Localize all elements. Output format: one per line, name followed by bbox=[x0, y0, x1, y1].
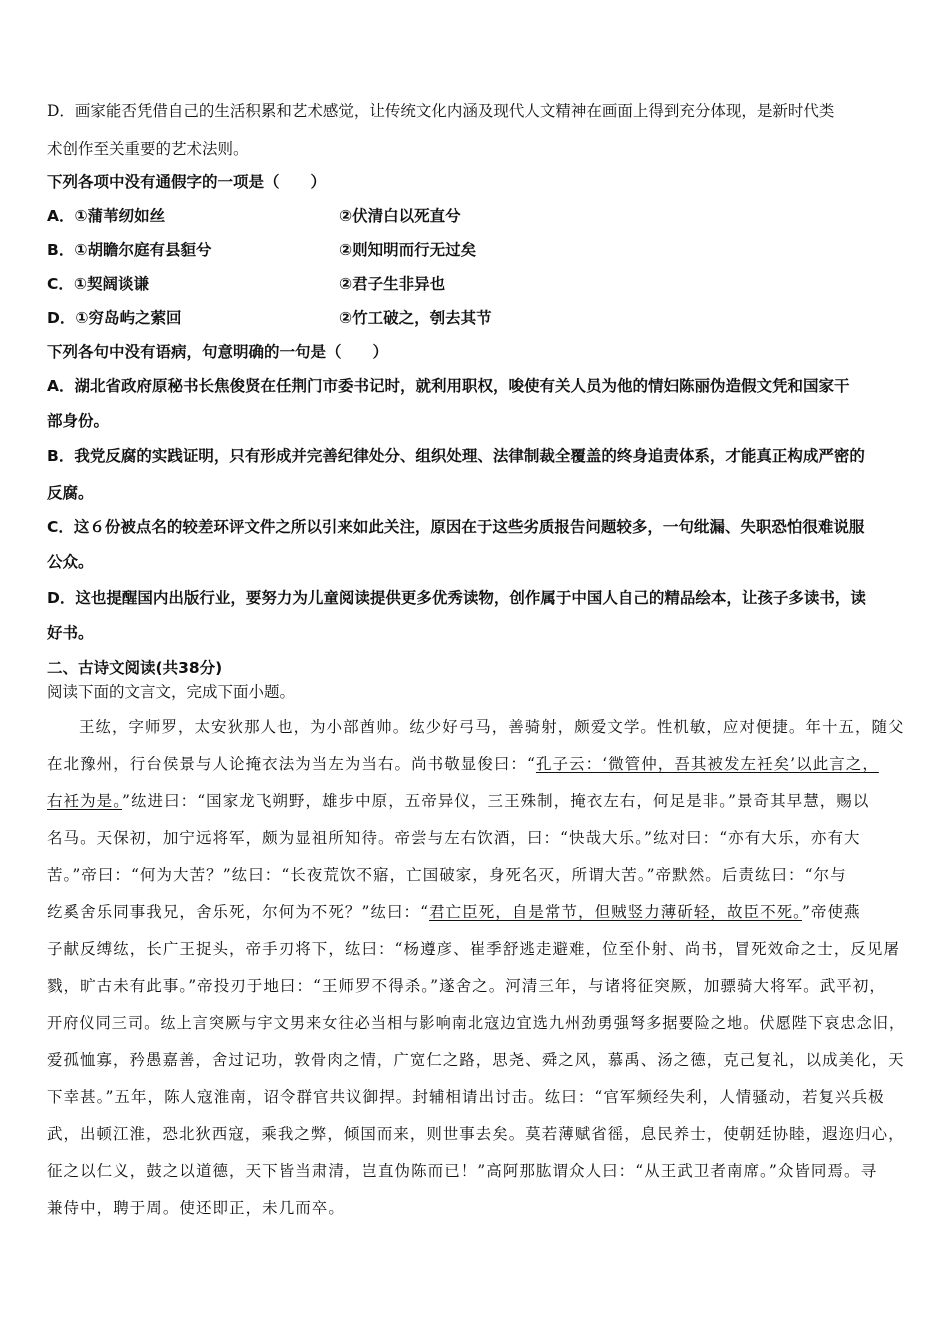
option-c-left: C．①契阔谈谦 bbox=[47, 275, 149, 293]
translation-underline-1b: 右衽为是。 bbox=[47, 792, 123, 810]
option-d bbox=[47, 307, 492, 329]
passage-line-14: 兼侍中，聘于周。使还即正，未几而卒。 bbox=[47, 1199, 345, 1217]
passage-line-11: 下幸甚。”五年，陈人寇淮南，诏令群官共议御捍。封辅相请出讨击。纮曰：“官军频经失利，人情骚动，若复兴兵极 bbox=[47, 1088, 885, 1106]
passage-line-12: 武，出顿江淮，恐北狄西寇，乘我之弊，倾国而来，则世事去矣。莫若薄赋省徭，息民养士，使朝廷协睦，遐迩归心， bbox=[47, 1125, 905, 1143]
prev-option-d-line1: D．画家能否凭借自己的生活积累和艺术感觉，让传统文化内涵及现代人文精神在画面上得到充分体现，是新时代类 bbox=[47, 102, 835, 120]
prev-option-d-line2: 术创作至关重要的艺术法则。 bbox=[47, 140, 249, 158]
option-a-right: ②伏清白以死直兮 bbox=[339, 207, 461, 225]
passage-line-6-text: 纥奚舍乐同事我兄，舍乐死，尔何为不死？”纮曰：“ bbox=[47, 903, 430, 921]
yubing-option-d-line2: 好书。 bbox=[47, 624, 94, 642]
passage-line-8: 戮，旷古未有此事。”帝投刃于地曰：“王师罗不得杀。”遂舍之。河清三年，与诸将征突厥，加骠骑大将军。武平初， bbox=[47, 977, 886, 995]
translation-underline-1a: 孔子云：‘微管仲，吾其被发左衽矣’以此言之， bbox=[535, 755, 879, 773]
passage-line-3-text: ”纮进曰：“国家龙飞朔野，雄步中原，五帝异仪，三王殊制，掩衣左右，何足是非。”景奇其早慧，赐以 bbox=[122, 792, 870, 810]
passage-line-7: 子献反缚纮，长广王捉头，帝手刃将下，纮曰：“杨遵彦、崔季舒逃走避难，位至仆射、尚书，冒死效命之士，反见屠 bbox=[47, 940, 901, 958]
passage-line-13: 征之以仁义，鼓之以道德，天下皆当肃清，岂直伪陈而已！”高阿那肱谓众人曰：“从王武卫者南席。”众皆同焉。寻 bbox=[47, 1162, 878, 1180]
passage-line-1: 王纮，字师罗，太安狄那人也，为小部酋帅。纮少好弓马，善骑射，颇爱文学。性机敏，应对便捷。年十五，随父 bbox=[79, 718, 905, 736]
passage-line-6-tail: ”帝使燕 bbox=[801, 903, 861, 921]
option-d-left: D．①穷岛屿之萦回 bbox=[47, 309, 182, 327]
option-d-right: ②竹工破之，刳去其节 bbox=[339, 309, 492, 327]
passage-line-5: 苦。”帝曰：“何为大苦？”纮曰：“长夜荒饮不寤，亡国破家，身死名灭，所谓大苦。”帝默然。后责纮曰：“尔与 bbox=[47, 866, 847, 884]
passage-line-10: 爱孤恤寡，矜愚嘉善，舍过记功，敦骨肉之情，广宽仁之路，思尧、舜之风，慕禹、汤之德，克己复礼，以成美化，天 bbox=[47, 1051, 905, 1069]
option-b-left: B．①胡瞻尔庭有县貆兮 bbox=[47, 241, 212, 259]
yubing-option-c-line2: 公众。 bbox=[47, 553, 94, 571]
yubing-option-d-line1: D．这也提醒国内出版行业，要努力为儿童阅读提供更多优秀读物，创作属于中国人自己的精品绘本，让孩子多读书，读 bbox=[47, 589, 866, 607]
yubing-option-c-line1: C．这６份被点名的较差环评文件之所以引来如此关注，原因在于这些劣质报告问题较多，一句纰漏、失职恐怕很难说服 bbox=[47, 518, 865, 536]
yubing-option-b-line1: B．我党反腐的实践证明，只有形成并完善纪律处分、组织处理、法律制裁全覆盖的终身追责体系，才能真正构成严密的 bbox=[47, 447, 865, 465]
passage-line-3 bbox=[47, 790, 869, 812]
passage-line-2 bbox=[47, 753, 879, 775]
section-heading: 二、古诗文阅读(共38分) bbox=[47, 659, 223, 677]
section-instruction: 阅读下面的文言文，完成下面小题。 bbox=[47, 683, 296, 701]
option-c bbox=[47, 273, 446, 295]
option-a bbox=[47, 205, 461, 227]
question-stem-tongjia: 下列各项中没有通假字的一项是（ ） bbox=[47, 173, 327, 191]
yubing-option-b-line2: 反腐。 bbox=[47, 484, 94, 502]
passage-line-9: 开府仪同三司。纮上言突厥与宇文男来女往必当相与影响南北寇边宜选九州劲勇强弩多据要险之地。伏愿陛下哀忠念旧， bbox=[47, 1014, 906, 1032]
yubing-option-a-line1: A．湖北省政府原秘书长焦俊贤在任荆门市委书记时，就利用职权，唆使有关人员为他的情妇陈丽伪造假文凭和国家干 bbox=[47, 377, 850, 395]
passage-line-6 bbox=[47, 901, 861, 923]
option-a-left: A．①蒲苇纫如丝 bbox=[47, 207, 166, 225]
question-stem-yubing: 下列各句中没有语病，句意明确的一句是（ ） bbox=[47, 343, 389, 361]
option-c-right: ②君子生非异也 bbox=[339, 275, 446, 293]
option-b-right: ②则知明而行无过矣 bbox=[339, 241, 477, 259]
option-b bbox=[47, 239, 477, 261]
yubing-option-a-line2: 部身份。 bbox=[47, 412, 110, 430]
passage-line-4: 名马。天保初，加宁远将军，颇为显祖所知待。帝尝与左右饮酒，曰：“快哉大乐。”纮对曰：“亦有大乐，亦有大 bbox=[47, 829, 861, 847]
passage-line-2-text: 在北豫州，行台侯景与人论掩衣法为当左为当右。尚书敬显俊曰：“ bbox=[47, 755, 536, 773]
translation-underline-2: 君亡臣死，自是常节，但贼竖力薄斫轻，故臣不死。 bbox=[429, 903, 802, 921]
